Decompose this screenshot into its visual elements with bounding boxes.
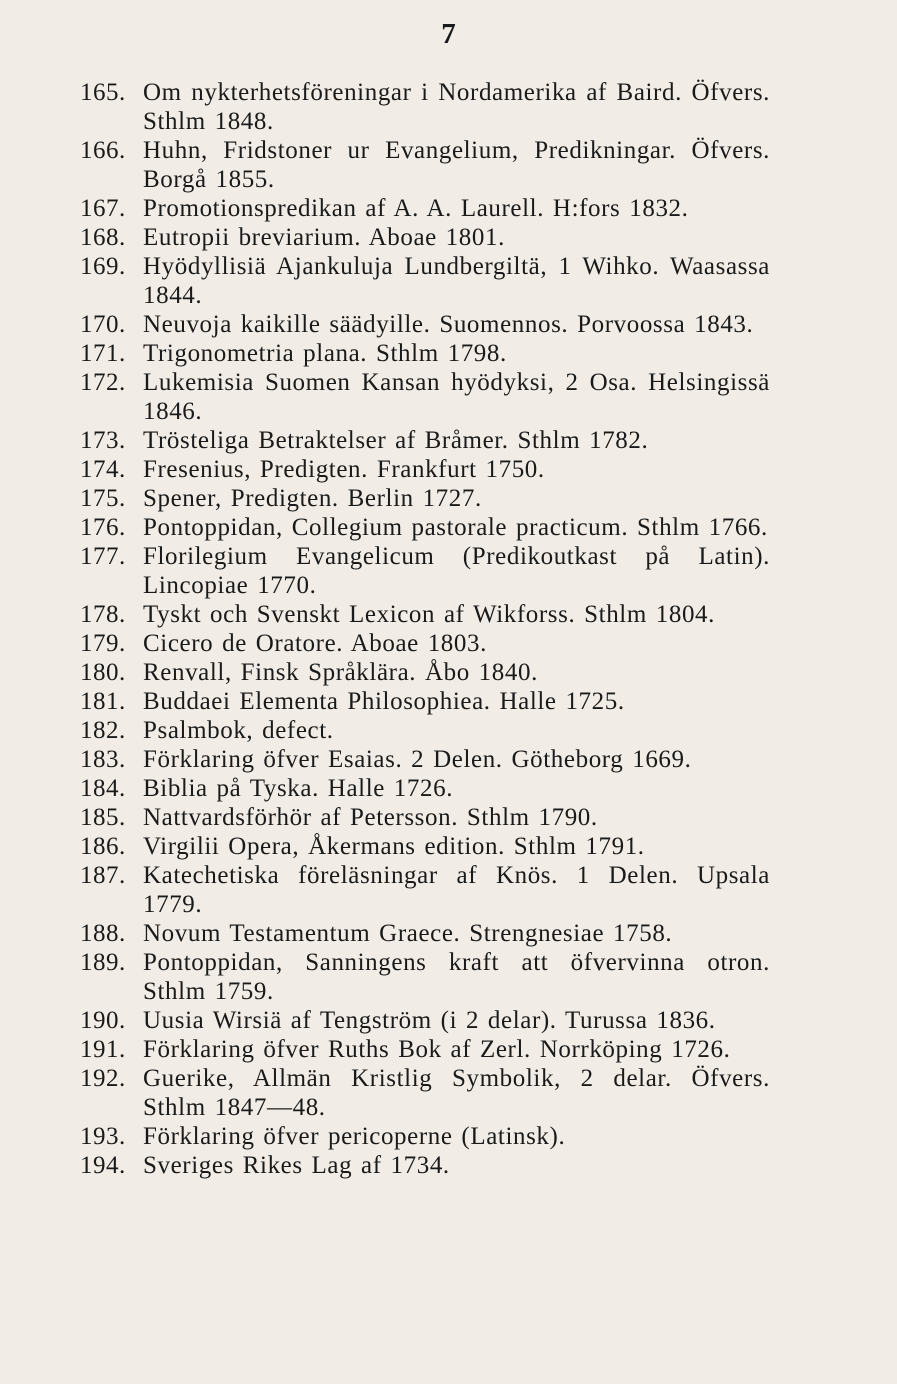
catalog-entry [80, 194, 770, 223]
entry-number: 186. [80, 833, 126, 860]
entry-text: Florilegium Evangelicum (Predikoutkast på Latin). Lincopiae 1770. [143, 543, 770, 599]
entry-number: 174. [80, 456, 126, 483]
entry-text: Hyödyllisiä Ajankuluja Lundbergiltä, 1 Wihko. Waasassa 1844. [143, 253, 770, 309]
catalog-entry [80, 803, 770, 832]
catalog-entry [80, 919, 770, 948]
catalog-entry-list [80, 78, 770, 1180]
entry-number: 171. [80, 340, 126, 367]
catalog-entry [80, 774, 770, 803]
catalog-entry [80, 455, 770, 484]
entry-text: Biblia på Tyska. Halle 1726. [143, 775, 454, 802]
entry-text: Renvall, Finsk Språklära. Åbo 1840. [143, 659, 538, 686]
entry-number: 185. [80, 804, 126, 831]
catalog-entry [80, 1006, 770, 1035]
entry-number: 187. [80, 862, 126, 889]
entry-number: 193. [80, 1123, 126, 1150]
catalog-entry [80, 716, 770, 745]
entry-text: Förklaring öfver Esaias. 2 Delen. Götheborg 1669. [143, 746, 692, 773]
entry-text: Förklaring öfver Ruths Bok af Zerl. Norrköping 1726. [143, 1036, 731, 1063]
catalog-entry [80, 745, 770, 774]
entry-number: 166. [80, 137, 126, 164]
entry-text: Buddaei Elementa Philosophiea. Halle 1725. [143, 688, 625, 715]
catalog-entry [80, 687, 770, 716]
catalog-entry [80, 629, 770, 658]
entry-number: 183. [80, 746, 126, 773]
entry-number: 167. [80, 195, 126, 222]
entry-number: 188. [80, 920, 126, 947]
entry-text: Trigonometria plana. Sthlm 1798. [143, 340, 507, 367]
catalog-entry [80, 223, 770, 252]
entry-number: 177. [80, 543, 126, 570]
entry-number: 178. [80, 601, 126, 628]
catalog-entry [80, 1122, 770, 1151]
entry-text: Cicero de Oratore. Aboae 1803. [143, 630, 487, 657]
entry-text: Tyskt och Svenskt Lexicon af Wikforss. Sthlm 1804. [143, 601, 715, 628]
catalog-entry [80, 484, 770, 513]
entry-number: 190. [80, 1007, 126, 1034]
entry-number: 182. [80, 717, 126, 744]
entry-text: Lukemisia Suomen Kansan hyödyksi, 2 Osa. Helsingissä 1846. [143, 369, 770, 425]
catalog-entry [80, 368, 770, 426]
catalog-entry [80, 78, 770, 136]
catalog-entry [80, 136, 770, 194]
entry-number: 194. [80, 1152, 126, 1179]
catalog-entry [80, 832, 770, 861]
catalog-entry [80, 1064, 770, 1122]
entry-text: Sveriges Rikes Lag af 1734. [143, 1152, 450, 1179]
catalog-entry [80, 1035, 770, 1064]
entry-text: Virgilii Opera, Åkermans edition. Sthlm 1791. [143, 833, 645, 860]
catalog-entry [80, 310, 770, 339]
entry-number: 192. [80, 1065, 126, 1092]
entry-number: 191. [80, 1036, 126, 1063]
catalog-entry [80, 600, 770, 629]
entry-number: 173. [80, 427, 126, 454]
entry-number: 181. [80, 688, 126, 715]
catalog-entry [80, 542, 770, 600]
entry-text: Om nykterhetsföreningar i Nordamerika af Baird. Öfvers. Sthlm 1848. [143, 79, 770, 135]
entry-number: 172. [80, 369, 126, 396]
catalog-entry [80, 339, 770, 368]
entry-text: Promotionspredikan af A. A. Laurell. H:fors 1832. [143, 195, 689, 222]
entry-text: Huhn, Fridstoner ur Evangelium, Predikningar. Öfvers. Borgå 1855. [143, 137, 770, 193]
entry-number: 180. [80, 659, 126, 686]
entry-number: 168. [80, 224, 126, 251]
entry-number: 165. [80, 79, 126, 106]
catalog-entry [80, 1151, 770, 1180]
entry-text: Eutropii breviarium. Aboae 1801. [143, 224, 505, 251]
entry-text: Novum Testamentum Graece. Strengnesiae 1758. [143, 920, 673, 947]
entry-number: 189. [80, 949, 126, 976]
entry-number: 184. [80, 775, 126, 802]
catalog-entry [80, 426, 770, 455]
entry-text: Uusia Wirsiä af Tengström (i 2 delar). Turussa 1836. [143, 1007, 716, 1034]
entry-text: Tröstеliga Betraktelser af Bråmer. Sthlm 1782. [143, 427, 649, 454]
entry-text: Pontoppidan, Sanningens kraft att öfvervinna otron. Sthlm 1759. [143, 949, 770, 1005]
entry-text: Förklaring öfver pericoperne (Latinsk). [143, 1123, 566, 1150]
catalog-entry [80, 948, 770, 1006]
entry-number: 170. [80, 311, 126, 338]
catalog-entry [80, 658, 770, 687]
entry-text: Neuvoja kaikille säädyille. Suomennos. Porvoossa 1843. [143, 311, 754, 338]
entry-number: 179. [80, 630, 126, 657]
entry-text: Pontoppidan, Collegium pastorale practicum. Sthlm 1766. [143, 514, 768, 541]
catalog-entry [80, 252, 770, 310]
catalog-entry [80, 861, 770, 919]
entry-text: Psalmbok, defect. [143, 717, 334, 744]
page-number: 7 [441, 18, 456, 50]
entry-text: Spener, Predigten. Berlin 1727. [143, 485, 482, 512]
entry-number: 169. [80, 253, 126, 280]
entry-text: Katechetiska föreläsningar af Knös. 1 Delen. Upsala 1779. [143, 862, 770, 918]
catalog-entry [80, 513, 770, 542]
entry-number: 175. [80, 485, 126, 512]
entry-text: Fresenius, Predigten. Frankfurt 1750. [143, 456, 545, 483]
entry-text: Guerike, Allmän Kristlig Symbolik, 2 delar. Öfvers. Sthlm 1847—48. [143, 1065, 770, 1121]
entry-number: 176. [80, 514, 126, 541]
entry-text: Nattvardsförhör af Petersson. Sthlm 1790. [143, 804, 598, 831]
